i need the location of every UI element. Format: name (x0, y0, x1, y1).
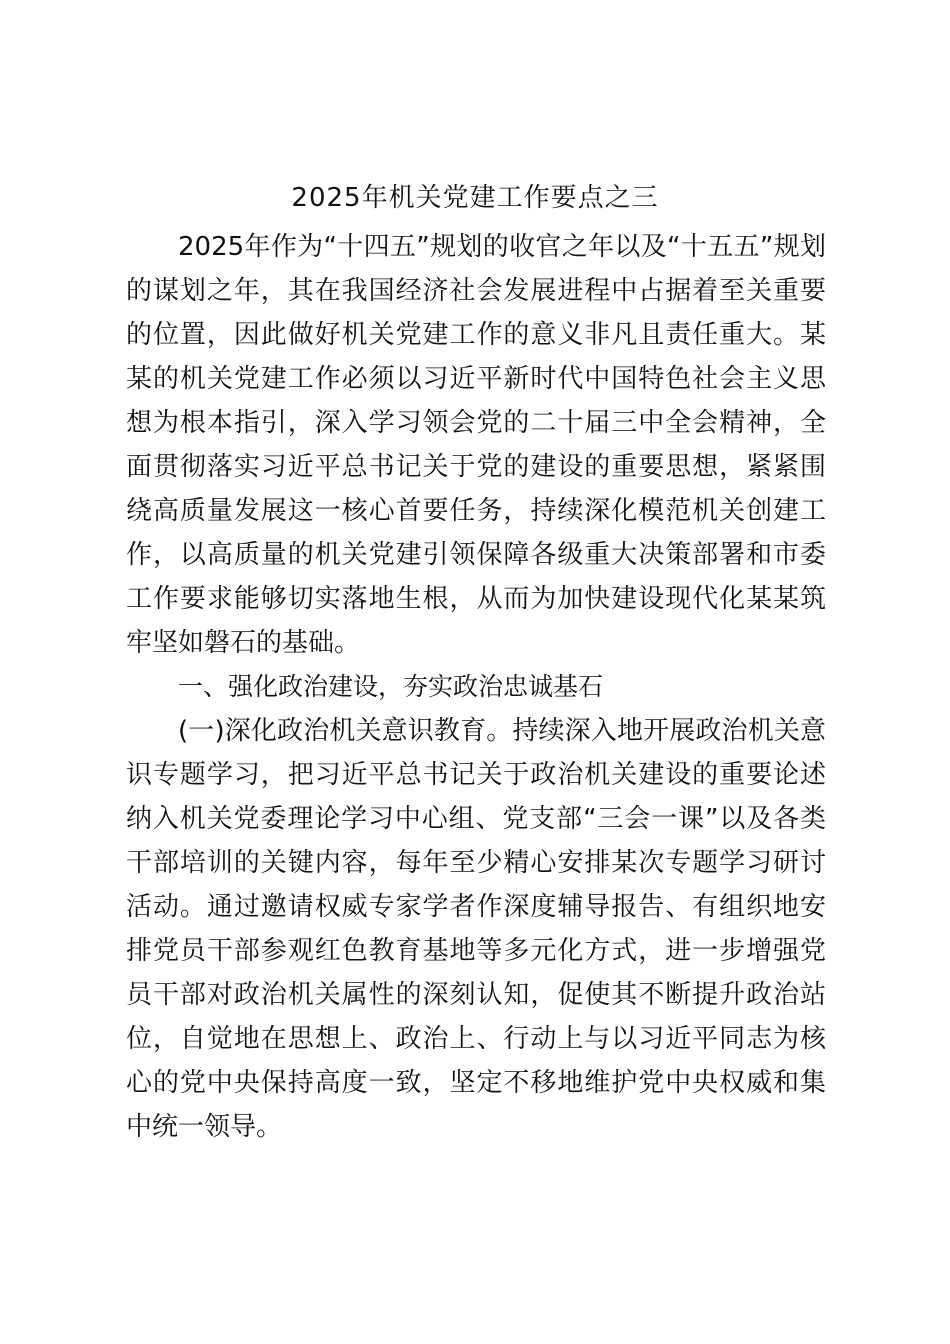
document-title: 2025年机关党建工作要点之三 (291, 183, 659, 213)
intro-paragraph: 2025年作为“十四五”规划的收官之年以及“十五五”规划的谋划之年，其在我国经济社会发展进程中占据着至关重要的位置，因此做好机关党建工作的意义非凡且责任重大。某某的机关党建工作必须以习近平新时代中国特色社会主义思想为根本指引，深入学习领会党的二十届三中全会精神，全面贯彻落实习近平总书记关于党的建设的重要思想，紧紧围绕高质量发展这一核心首要任务，持续深化模范机关创建工作，以高质量的机关党建引领保障各级重大决策部署和市委工作要求能够切实落地生根，从而为加快建设现代化某某筑牢坚如磐石的基础。 (126, 232, 826, 658)
document-body (126, 225, 826, 1149)
section-heading-1: 一、强化政治建设，夯实政治忠诚基石 (178, 672, 604, 701)
section-1-paragraph-1: (一)深化政治机关意识教育。持续深入地开展政治机关意识专题学习，把习近平总书记关于政治机关建设的重要论述纳入机关党委理论学习中心组、党支部“三会一课”以及各类干部培训的关键内容，每年至少精心安排某次专题学习研讨活动。通过邀请权威专家学者作深度辅导报告、有组织地安排党员干部参观红色教育基地等多元化方式，进一步增强党员干部对政治机关属性的深刻认知，促使其不断提升政治站位，自觉地在思想上、政治上、行动上与以习近平同志为核心的党中央保持高度一致，坚定不移地维护党中央权威和集中统一领导。 (126, 716, 826, 1142)
